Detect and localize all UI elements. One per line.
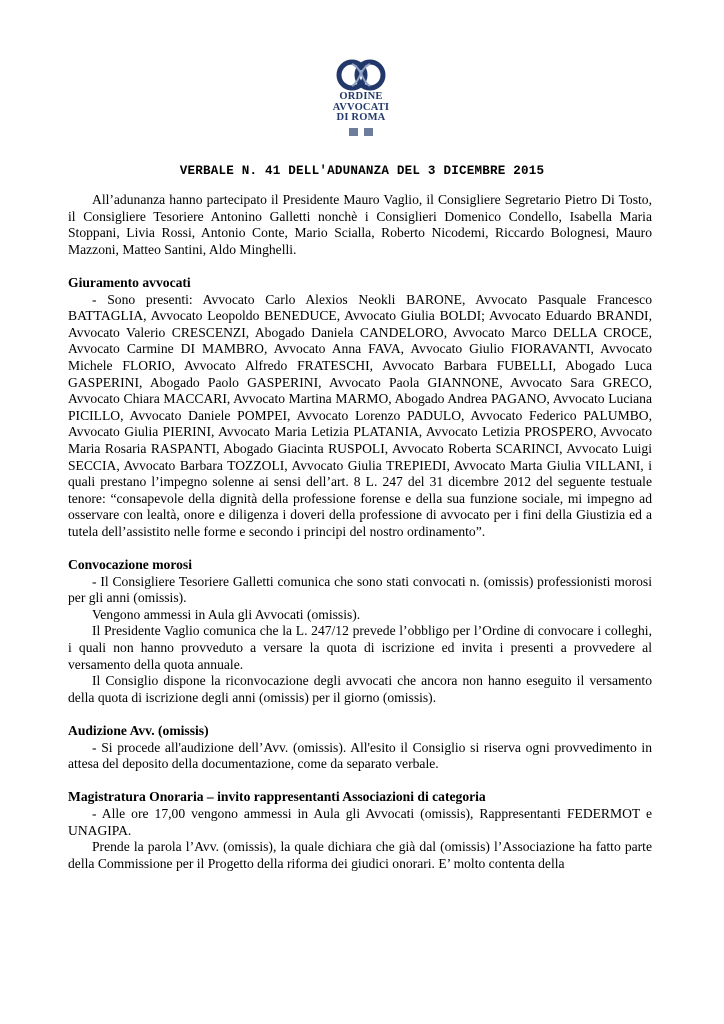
giuramento-paragraph: - Sono presenti: Avvocato Carlo Alexios Neokli BARONE, Avvocato Pasquale Francesco BATTAGLIA, Avvocato Leopoldo BENEDUCE, Avvocato Giulia BOLDI; Avvocato Eduardo BRANDI, Avvocato Valerio CRESCENZI, Abogado Daniela CANDELORO, Avvocato Marco DELLA CROCE, Avvocato Carmine DI MAMBRO, Avvocato Anna FAVA, Avvocato Giulio FIORAVANTI, Avvocato Michele FLORIO, Avvocato Alfredo FRATESCHI, Avvocato Barbara FUBELLI, Abogado Luca GASPERINI, Abogado Paolo GASPERINI, Avvocato Paola GIANNONE, Avvocato Sara GRECO, Avvocato Chiara MACCARI, Avvocato Martina MARMO, Abogado Andrea PAGANO, Avvocato Luciana PICILLO, Avvocato Daniele POMPEI, Avvocato Lorenzo PADULO, Avvocato Federico PALUMBO, Avvocato Giulia PIERINI, Avvocato Maria Letizia PLATANIA, Avvocato Letizia PROSPERO, Avvocato Maria Rosaria RASPANTI, Abogado Giacinta RUSPOLI, Avvocato Roberta SCARINCI, Avvocato Luigi SECCIA, Avvocato Barbara TOZZOLI, Avvocato Giulia TREPIEDI, Avvocato Marta Giulia VILLANI, i quali prestano l’impegno solenne ai sensi dell’art. 8 L. 247 del 31 dicembre 2012 del seguente testuale tenore: “consapevole della dignità della professione forense e della sua funzione sociale, mi impegno ad osservare con lealtà, onore e diligenza i doveri della professione di avvocato per i fini della Giustizia ed a tutela dell’assistito nelle forme e secondo i principi del nostro ordinamento”. (68, 291, 652, 539)
magistratura-paragraph-2: Prende la parola l’Avv. (omissis), la quale dichiara che già dal (omissis) l’Associazione ha fatto parte della Commissione per il Progetto della riforma dei giudici onorari. E’ molto contenta della (68, 839, 652, 871)
knot-emblem-icon (336, 58, 386, 92)
page-title: VERBALE N. 41 DELL'ADUNANZA DEL 3 DICEMBRE 2015 (179, 164, 545, 178)
heading-magistratura: Magistratura Onoraria – invito rappresentanti Associazioni di categoria (68, 789, 486, 805)
document-body (68, 192, 652, 872)
logo-line-1: ORDINE (339, 91, 383, 102)
logo-line-2: AVVOCATI (332, 101, 390, 113)
ordine-logo (320, 58, 402, 136)
heading-convocazione: Convocazione morosi (68, 557, 192, 573)
convocazione-paragraph-1: - Il Consigliere Tesoriere Galletti comunica che sono stati convocati n. (omissis) professionisti morosi per gli anni (omissis). (68, 573, 652, 606)
intro-paragraph: All’adunanza hanno partecipato il Presidente Mauro Vaglio, il Consigliere Segretario Pietro Di Tosto, il Consigliere Tesoriere Antonino Galletti nonchè i Consiglieri Domenico Condello, Isabella Maria Stoppani, Livia Rossi, Antonio Conte, Mario Scialla, Roberto Nicodemi, Riccardo Bolognesi, Mauro Mazzoni, Matteo Santini, Aldo Minghelli. (68, 192, 652, 257)
logo-columns (320, 128, 402, 136)
heading-audizione: Audizione Avv. (omissis) (68, 723, 209, 738)
heading-giuramento: Giuramento avvocati (68, 274, 191, 290)
logo-line-3: DI ROMA (336, 112, 386, 123)
audizione-paragraph: - Si procede all'audizione dell’Avv. (omissis). All'esito il Consiglio si riserva ogni provvedimento in attesa del deposito della documentazione, come da separato verbale. (68, 739, 652, 772)
convocazione-paragraph-2: Vengono ammessi in Aula gli Avvocati (omissis). (92, 606, 361, 622)
convocazione-paragraph-3: Il Presidente Vaglio comunica che la L. 247/12 prevede l’obbligo per l’Ordine di convocare i colleghi, i quali non hanno provveduto a versare la quota di iscrizione ed invita i presenti a provvedere al versamento della quota annuale. (68, 623, 652, 672)
magistratura-paragraph-1: - Alle ore 17,00 vengono ammessi in Aula gli Avvocati (omissis), Rappresentanti FEDERMOT e UNAGIPA. (68, 805, 652, 838)
convocazione-paragraph-4: Il Consiglio dispone la riconvocazione degli avvocati che ancora non hanno eseguito il versamento della quota di iscrizione degli anni (omissis) per il giorno (omissis). (68, 673, 652, 705)
